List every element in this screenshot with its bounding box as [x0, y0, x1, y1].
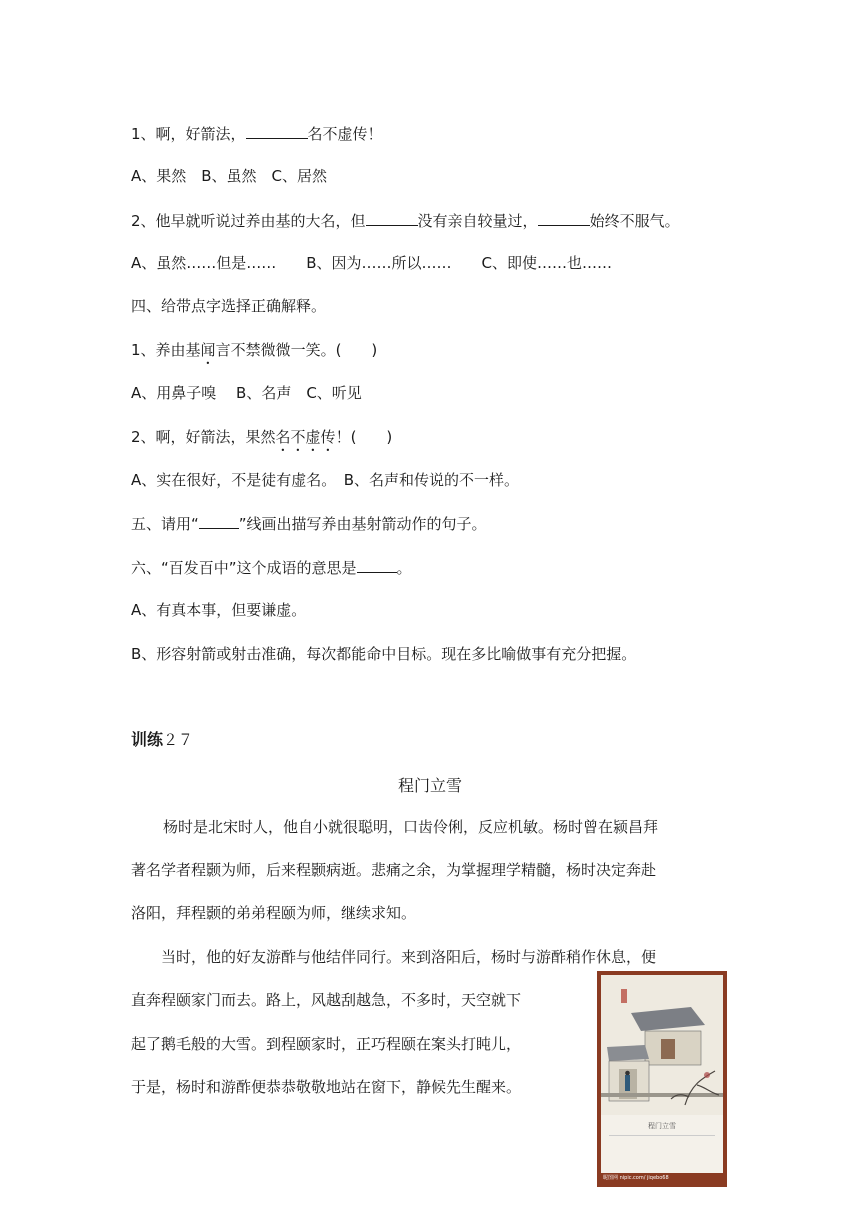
s5-pre: 五、请用“ — [131, 515, 199, 533]
illustration-caption: 程门立雪 — [648, 1122, 676, 1130]
section-5 — [131, 513, 487, 534]
s4-q2-options: A、实在很好，不是徒有虚名。 B、名声和传说的不一样。 — [131, 471, 520, 489]
q1-blank — [246, 123, 308, 139]
passage-line-7: 于是，杨时和游酢便恭恭敬敬地站在窗下，静候先生醒来。 — [131, 1078, 522, 1096]
s4-question-2 — [131, 427, 392, 455]
passage-line-2: 著名学者程颢为师，后来程颢病逝。悲痛之余，为掌握理学精髓，杨时决定奔赴 — [131, 861, 657, 879]
question-1 — [131, 123, 383, 144]
illustration-footer: 昵图网 nipic.com/ jiqebo68 — [603, 1175, 669, 1181]
q2-stem-post: 始终不服气。 — [589, 212, 680, 230]
passage-line-1: 杨时是北宋时人，他自小就很聪明，口齿伶俐，反应机敏。杨时曾在颍昌拜 — [163, 818, 659, 836]
s4-q1-options: A、用鼻子嗅 B、名声 C、听见 — [131, 384, 362, 402]
s4-q2-dotted-word: 名不虚传 — [275, 428, 336, 446]
q2-stem-mid: 没有亲自较量过， — [417, 212, 538, 230]
s6-option-a: A、有真本事，但要谦虚。 — [131, 601, 307, 619]
q1-options: A、果然 B、虽然 C、居然 — [131, 167, 328, 185]
passage-line-5: 直奔程颐家门而去。路上，风越刮越急，不多时，天空就下 — [131, 991, 522, 1009]
training-heading — [131, 730, 193, 750]
section-4-heading: 四、给带点字选择正确解释。 — [131, 297, 327, 315]
q2-blank-1 — [366, 210, 418, 226]
training-label: 训练 — [131, 730, 164, 749]
passage-line-3: 洛阳，拜程颢的弟弟程颐为师，继续求知。 — [131, 904, 417, 922]
s4-q1-pre: 1、养由基 — [131, 341, 201, 359]
s4-q2-post: ！( ) — [335, 428, 393, 446]
passage-line-4: 当时，他的好友游酢与他结伴同行。来到洛阳后，杨时与游酢稍作休息，便 — [161, 948, 657, 966]
passage-title: 程门立雪 — [397, 776, 462, 795]
illustration-image — [597, 971, 727, 1187]
s6-post: 。 — [396, 559, 412, 577]
s6-blank — [357, 557, 397, 573]
s6-option-b: B、形容射箭或射击准确，每次都能命中目标。现在多比喻做事有充分把握。 — [131, 645, 637, 663]
q2-options: A、虽然……但是…… B、因为……所以…… C、即使……也…… — [131, 254, 613, 272]
illustration-text-block — [609, 1135, 715, 1158]
q2-blank-2 — [538, 210, 590, 226]
s5-blank — [199, 513, 239, 529]
s4-q1-dotted-word: 闻 — [200, 341, 216, 359]
s5-post: ”线画出描写养由基射箭动作的句子。 — [238, 515, 487, 533]
q1-stem-pre: 1、啊，好箭法， — [131, 125, 246, 143]
section-6 — [131, 557, 412, 578]
s4-question-1 — [131, 340, 377, 368]
passage-line-6: 起了鹅毛般的大雪。到程颐家时，正巧程颐在案头打盹儿， — [131, 1035, 522, 1053]
q2-stem-pre: 2、他早就听说过养由基的大名，但 — [131, 212, 366, 230]
s4-q2-pre: 2、啊，好箭法，果然 — [131, 428, 276, 446]
s6-pre: 六、“百发百中”这个成语的意思是 — [131, 559, 357, 577]
s4-q1-post: 言不禁微微一笑。( ) — [215, 341, 378, 359]
training-number: ２７ — [163, 731, 194, 749]
question-2 — [131, 210, 680, 231]
q1-stem-post: 名不虚传！ — [307, 125, 383, 143]
